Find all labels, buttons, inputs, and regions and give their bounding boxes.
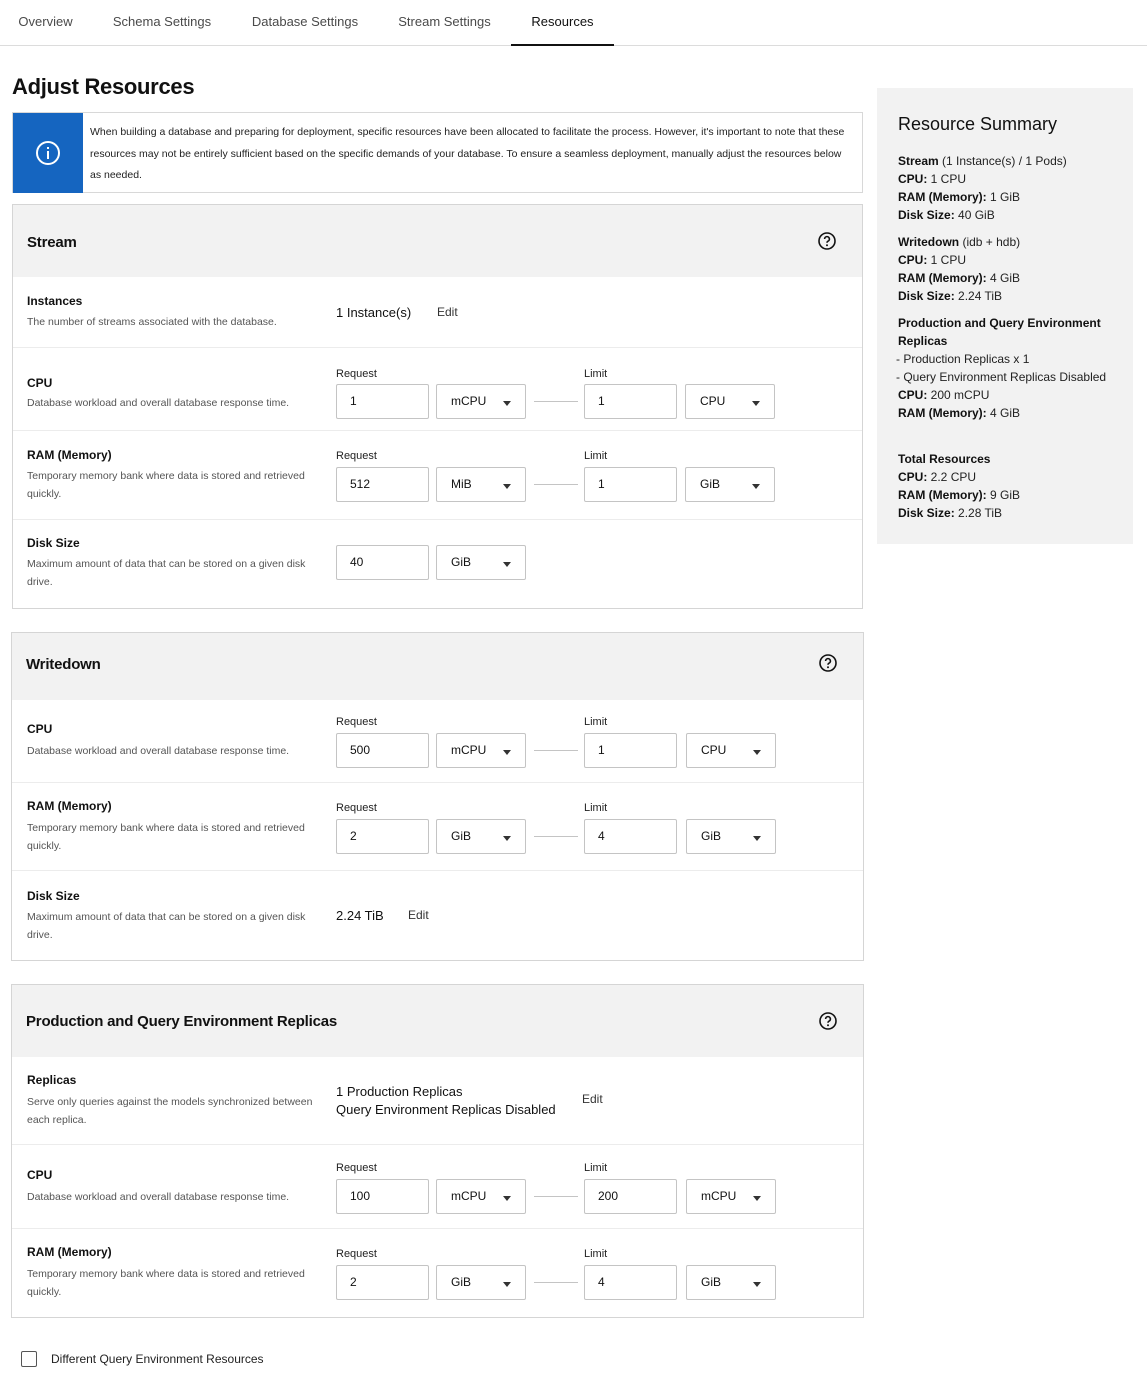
stream-ram-request-unit-select[interactable]: [436, 467, 526, 502]
stream-instances-row: [13, 277, 862, 348]
writedown-ram-request-input[interactable]: 2: [336, 819, 429, 854]
caret-down-icon: [503, 1282, 511, 1287]
tab-overview[interactable]: Overview: [18, 14, 73, 29]
summary-stream-heading: Stream (1 Instance(s) / 1 Pods): [898, 154, 1067, 168]
writedown-cpu-limit-unit-select[interactable]: [686, 733, 776, 768]
caret-down-icon: [503, 562, 511, 567]
replicas-row: [12, 1057, 863, 1145]
summary-writedown-heading: Writedown (idb + hdb): [898, 235, 1021, 249]
replicas-card-title: Production and Query Environment Replicas: [26, 1013, 338, 1030]
select-value: GiB: [701, 829, 722, 843]
select-value: GiB: [451, 1275, 472, 1289]
cpu-label: CPU: [27, 1168, 53, 1182]
summary-replicas-query: - Query Environment Replicas Disabled: [896, 370, 1107, 384]
writedown-ram-limit-unit-select[interactable]: [686, 819, 776, 854]
ram-label: RAM (Memory): [27, 1245, 112, 1259]
replicas-label: Replicas: [27, 1073, 77, 1087]
select-value: mCPU: [701, 1189, 737, 1203]
replicas-card-header: [12, 985, 863, 1057]
instances-label: Instances: [27, 294, 83, 308]
summary-replicas-production: - Production Replicas x 1: [896, 352, 1030, 366]
summary-replicas-cpu: CPU: 200 mCPU: [898, 388, 990, 402]
summary-stream-cpu: CPU: 1 CPU: [898, 172, 967, 186]
stream-card: [12, 204, 863, 609]
help-icon[interactable]: [818, 232, 836, 250]
writedown-cpu-row: [12, 700, 863, 783]
info-text: When building a database and preparing for deployment, specific resources have been allocated to facilitate the process. However, it's important to note that these resources may not be entirely sufficient based on the specific demands of your database. To ensure a seamless deployment, manually adjust the resources below as needed.: [90, 126, 845, 181]
writedown-cpu-request-unit-select[interactable]: [436, 733, 526, 768]
limit-label: Limit: [584, 716, 608, 728]
tab-bar: [0, 0, 1147, 46]
replicas-cpu-request-input[interactable]: 100: [336, 1179, 429, 1214]
limit-label: Limit: [584, 1162, 608, 1174]
range-divider: [534, 836, 578, 837]
different-query-env-label[interactable]: Different Query Environment Resources: [51, 1352, 264, 1366]
request-label: Request: [336, 802, 377, 814]
select-value: GiB: [700, 477, 721, 491]
ram-desc: Temporary memory bank where data is stored and retrieved quickly.: [27, 822, 305, 852]
info-icon: [35, 140, 61, 166]
tab-database-settings[interactable]: Database Settings: [251, 14, 359, 29]
select-value: mCPU: [451, 1189, 487, 1203]
replicas-ram-row: [12, 1229, 863, 1317]
limit-label: Limit: [584, 450, 608, 462]
writedown-ram-row: [12, 783, 863, 871]
tab-schema-settings[interactable]: Schema Settings: [112, 14, 212, 29]
replicas-desc: Serve only queries against the models synchronized between each replica.: [27, 1096, 313, 1126]
replicas-ram-request-unit-select[interactable]: [436, 1265, 526, 1300]
select-value: GiB: [451, 829, 472, 843]
summary-stream-ram: RAM (Memory): 1 GiB: [898, 190, 1021, 204]
caret-down-icon: [753, 1282, 761, 1287]
info-icon-box: [13, 113, 83, 193]
stream-disk-input[interactable]: 40: [336, 545, 429, 580]
different-query-env-checkbox[interactable]: [21, 1351, 37, 1367]
summary-replicas-heading: Production and Query Environment: [898, 316, 1101, 330]
select-value: CPU: [700, 394, 726, 408]
select-value: CPU: [701, 743, 727, 757]
select-value: mCPU: [451, 743, 487, 757]
range-divider: [534, 750, 578, 751]
request-label: Request: [336, 716, 377, 728]
summary-writedown-ram: RAM (Memory): 4 GiB: [898, 271, 1021, 285]
writedown-ram-limit-input[interactable]: 4: [584, 819, 677, 854]
ram-label: RAM (Memory): [27, 799, 112, 813]
stream-cpu-request-input[interactable]: 1: [336, 384, 429, 419]
replicas-value-query: Query Environment Replicas Disabled: [336, 1102, 556, 1117]
writedown-card-title: Writedown: [26, 656, 101, 673]
disk-label: Disk Size: [27, 889, 80, 903]
stream-ram-limit-unit-select[interactable]: [685, 467, 775, 502]
summary-replicas-heading-2: Replicas: [898, 334, 948, 348]
request-label: Request: [336, 1162, 377, 1174]
request-label: Request: [336, 368, 377, 380]
replicas-ram-request-input[interactable]: 2: [336, 1265, 429, 1300]
select-value: GiB: [701, 1275, 722, 1289]
replicas-cpu-row: [12, 1145, 863, 1229]
edit-instances-link[interactable]: Edit: [437, 305, 458, 319]
caret-down-icon: [752, 401, 760, 406]
cpu-label: CPU: [27, 376, 53, 390]
replicas-value-production: 1 Production Replicas: [336, 1084, 463, 1099]
tab-resources[interactable]: Resources: [511, 0, 614, 46]
caret-down-icon: [503, 750, 511, 755]
stream-ram-limit-input[interactable]: 1: [584, 467, 677, 502]
limit-label: Limit: [584, 368, 608, 380]
range-divider: [534, 1282, 578, 1283]
info-banner: [12, 112, 863, 193]
summary-writedown-disk: Disk Size: 2.24 TiB: [898, 289, 1003, 303]
replicas-cpu-request-unit-select[interactable]: [436, 1179, 526, 1214]
help-icon[interactable]: [819, 1012, 837, 1030]
edit-replicas-link[interactable]: Edit: [582, 1092, 603, 1106]
disk-label: Disk Size: [27, 536, 80, 550]
range-divider: [534, 1196, 578, 1197]
stream-ram-row: [13, 431, 862, 520]
summary-writedown-cpu: CPU: 1 CPU: [898, 253, 967, 267]
caret-down-icon: [503, 1196, 511, 1201]
writedown-ram-request-unit-select[interactable]: [436, 819, 526, 854]
limit-label: Limit: [584, 802, 608, 814]
writedown-cpu-limit-input[interactable]: 1: [584, 733, 677, 768]
replicas-cpu-limit-unit-select[interactable]: [686, 1179, 776, 1214]
summary-total-ram: RAM (Memory): 9 GiB: [898, 488, 1021, 502]
summary-title: Resource Summary: [898, 114, 1058, 134]
page-title: Adjust Resources: [12, 74, 195, 99]
cpu-label: CPU: [27, 722, 53, 736]
disk-desc: Maximum amount of data that can be stored on a given disk drive.: [27, 911, 306, 941]
caret-down-icon: [753, 1196, 761, 1201]
edit-writedown-disk-link[interactable]: Edit: [408, 908, 429, 922]
range-divider: [534, 484, 578, 485]
caret-down-icon: [753, 750, 761, 755]
select-value: GiB: [451, 555, 472, 569]
stream-card-title: Stream: [27, 234, 77, 251]
caret-down-icon: [503, 401, 511, 406]
tab-stream-settings[interactable]: Stream Settings: [398, 14, 491, 29]
caret-down-icon: [752, 484, 760, 489]
summary-total-disk: Disk Size: 2.28 TiB: [898, 506, 1003, 520]
range-divider: [534, 401, 578, 402]
stream-cpu-request-unit-select[interactable]: [436, 384, 526, 419]
caret-down-icon: [753, 836, 761, 841]
cpu-desc: Database workload and overall database response time.: [27, 397, 290, 409]
ram-desc: Temporary memory bank where data is stored and retrieved quickly.: [27, 1268, 305, 1298]
summary-total-cpu: CPU: 2.2 CPU: [898, 470, 977, 484]
writedown-cpu-request-input[interactable]: 500: [336, 733, 429, 768]
replicas-card: [11, 984, 864, 1318]
writedown-disk-value: 2.24 TiB: [336, 908, 384, 923]
summary-replicas-ram: RAM (Memory): 4 GiB: [898, 406, 1021, 420]
replicas-cpu-limit-input[interactable]: 200: [584, 1179, 677, 1214]
replicas-ram-limit-unit-select[interactable]: [686, 1265, 776, 1300]
ram-label: RAM (Memory): [27, 448, 112, 462]
replicas-ram-limit-input[interactable]: 4: [584, 1265, 677, 1300]
stream-cpu-row: [13, 348, 862, 431]
stream-cpu-limit-unit-select[interactable]: [685, 384, 775, 419]
stream-ram-request-input[interactable]: 512: [336, 467, 429, 502]
cpu-desc: Database workload and overall database response time.: [27, 745, 290, 757]
disk-desc: Maximum amount of data that can be stored on a given disk drive.: [27, 558, 306, 588]
instances-value: 1 Instance(s): [336, 305, 412, 320]
caret-down-icon: [503, 484, 511, 489]
writedown-card-header: [12, 633, 863, 700]
stream-card-header: [13, 205, 862, 277]
stream-disk-unit-select[interactable]: [436, 545, 526, 580]
cpu-desc: Database workload and overall database response time.: [27, 1191, 290, 1203]
stream-disk-row: [13, 520, 862, 608]
limit-label: Limit: [584, 1248, 608, 1260]
stream-cpu-limit-input[interactable]: 1: [584, 384, 677, 419]
request-label: Request: [336, 450, 377, 462]
request-label: Request: [336, 1248, 377, 1260]
summary-stream-disk: Disk Size: 40 GiB: [898, 208, 995, 222]
writedown-disk-row: [12, 871, 863, 960]
instances-desc: The number of streams associated with the database.: [27, 316, 277, 328]
summary-total-heading: Total Resources: [898, 452, 991, 466]
select-value: mCPU: [451, 394, 487, 408]
resource-summary-panel: [877, 88, 1133, 544]
caret-down-icon: [503, 836, 511, 841]
ram-desc: Temporary memory bank where data is stored and retrieved quickly.: [27, 470, 305, 500]
select-value: MiB: [451, 477, 472, 491]
help-icon[interactable]: [819, 654, 837, 672]
writedown-card: [11, 632, 864, 961]
